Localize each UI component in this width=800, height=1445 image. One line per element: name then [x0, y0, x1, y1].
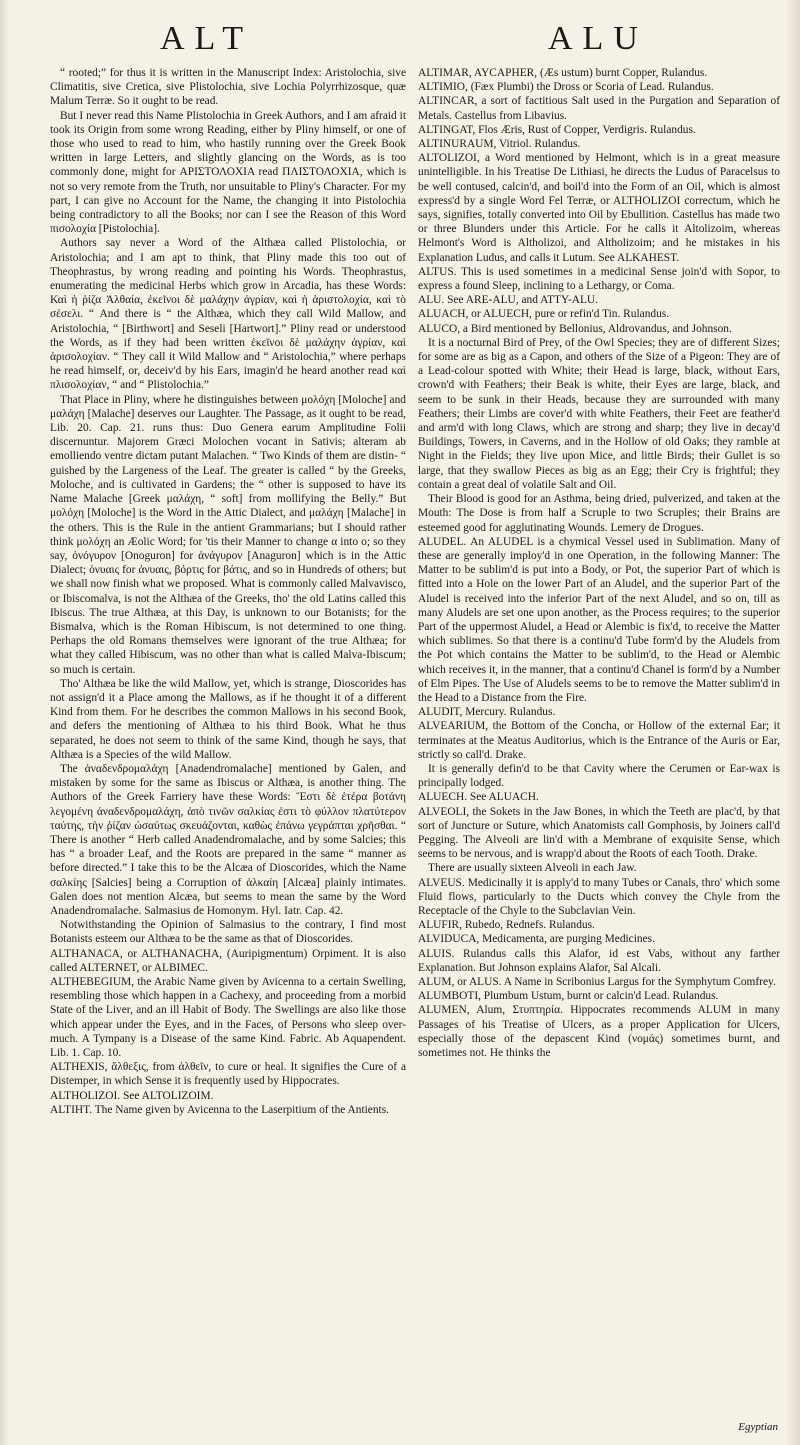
entry-paragraph: It is generally defin'd to be that Cavity where the Cerumen or Ear-wax is principally lodged.: [418, 762, 780, 790]
dictionary-entry: ALTHEXIS, ἄλθεξις, from ἀλθεῖν, to cure or heal. It signifies the Cure of a Distemper, in which Sense it is frequently used by Hippocrates.: [50, 1061, 406, 1088]
dictionary-entry: ALU. See ARE-ALU, and ATTY-ALU.: [418, 294, 599, 307]
dictionary-entry: ALTHEBEGIUM, the Arabic Name given by Avicenna to a certain Swelling, resembling those which happen in a Cachexy, and proceeding from a morbid State of the Liver, and an ill Habit of Body. The Swellings are also like those which appear under the Eyes, and in the Faces, of Persons who sleep over-much. A Tympany is a Disease of the same Kind. Fabric. Ab Aquapendent. Lib. 1. Cap. 10.: [50, 976, 406, 1060]
dictionary-entry: ALTIMAR, AYCAPHER, (Æs ustum) burnt Copper, Rulandus.: [418, 67, 708, 79]
page-edge-shadow: [786, 0, 800, 1445]
entry-paragraph: But I never read this Name Plistolochia in Greek Authors, and I am afraid it took its Origin from some wrong Reading, either by Pliny himself, or one of those who used to read to him, who hastily running over the Greek Book written in large Letters, and slightly glancing on the Words, as is too commonly done, might for ΑΡΙΣΤΟΛΟΧΙΑ read ΠΛΙΣΤΟΛΟΧΙΑ, which is not so very remote from the Truth, nor unsuitable to Pliny's Character. For my part, I can give no Account for the Name, the changing it into Pistolochia being contradictory to all the Books; nor can I see the Reason of this Word πισολοχία [Pistolochia].: [50, 109, 406, 236]
dictionary-entry: ALUIS. Rulandus calls this Alafor, id est Vabs, without any farther Explanation. But Johnson explains Alafor, Sal Alcali.: [418, 947, 780, 974]
dictionary-entry: ALTUS. This is used sometimes in a medicinal Sense join'd with Sopor, to express a found Sleep, inclining to a Lethargy, or Coma.: [418, 265, 780, 293]
entry-paragraph: It is a nocturnal Bird of Prey, of the Owl Species; they are of different Sizes; for some are as big as a Capon, and others of the Size of a Pigeon: They are of a Lead-colour spotted with White; their Head is large, black, without Ears, crown'd with Feathers; their Beak is white, their Eyes are large, black, and seem to be sunk in their Heads, because they are surrounded with many Feathers; their Limbs are cover'd with white Feathers, their Feet are feather'd and arm'd with long Claws, which are strong and sharp; they live in decay'd Buildings, Towers, in Caverns, and in the Hollow of old Oaks; they ramble at Night in the Fields; they live upon Mice, and little Birds; their Gullet is so large, that they swallow Pieces as big as an Egg; their Cry is frightful; they contain a great deal of volatile Salt and Oil.: [418, 336, 780, 491]
dictionary-entry: ALUMEN, Alum, Στυπτηρία. Hippocrates recommends ALUM in many Passages of his Treatise of Ulcers, as a proper Application for Ulcers, especially those of the depascent Kind (νομάς) sometimes burnt, and sometimes not. He thinks the: [418, 1004, 780, 1060]
entry-paragraph: Their Blood is good for an Asthma, being dried, pulverized, and taken at the Mouth: The Dose is from half a Scruple to two Scruples; their Brains are esteemed good for agglutinating Wounds. Lemery de Drogues.: [418, 493, 780, 534]
dictionary-entry: ALTINGAT, Flos Æris, Rust of Copper, Verdigris. Rulandus.: [418, 123, 696, 136]
dictionary-entry: ALTINCAR, a sort of factitious Salt used in the Purgation and Separation of Metals. Castellus from Libavius.: [418, 95, 780, 122]
entry-paragraph: Tho' Althæa be like the wild Mallow, yet, which is strange, Dioscorides has not assign'd it a Place among the Mallows, as if he thought it of a different Kind from them. For he describes the common Mallows in his second Book, and defers the mentioning of Althæa to his third Book. What he thus separated, he does not seem to think of the same Kind, though he says, that Althæa is a Species of the wild Mallow.: [50, 677, 406, 761]
dictionary-entry: ALTINURAUM, Vitriol. Rulandus.: [418, 138, 581, 151]
entry-paragraph: Notwithstanding the Opinion of Salmasius to the contrary, I find most Botanists esteem our Althæa to be the same as that of Dioscorides.: [50, 919, 406, 946]
dictionary-entry: ALTHANACA, or ALTHANACHA, (Auripigmentum) Orpiment. It is also called ALTERNET, or ALBIMEC.: [50, 947, 406, 974]
dictionary-entry: ALUMBOTI, Plumbum Ustum, burnt or calcin'd Lead. Rulandus.: [418, 990, 719, 1003]
dictionary-entry: ALTHOLIZOI. See ALTOLIZOIM.: [50, 1089, 214, 1102]
page-gutter-shadow: [0, 0, 10, 1445]
running-head-left: ALT: [160, 20, 253, 57]
dictionary-entry: ALTIMIO, (Fæx Plumbi) the Dross or Scoria of Lead. Rulandus.: [418, 81, 714, 94]
running-head-right: ALU: [548, 20, 648, 57]
dictionary-entry: ALVEOLI, the Sokets in the Jaw Bones, in which the Teeth are plac'd, by that sort of Juncture or Suture, which Anatomists call Gomphosis, by Joiners call'd Pegging. The Alveoli are lin'd with a Membrane of exquisite Sense, which seems to be nervous, and is wrapp'd about the Roots of each Tooth. Drake.: [418, 805, 780, 861]
dictionary-entry: ALVEUS. Medicinally it is apply'd to many Tubes or Canals, thro' which some Fluid flows, particularly to the Ducts which convey the Chyle from the Receptacle of the Chyle to the Subclavian Vein.: [418, 876, 780, 917]
left-column: [50, 66, 406, 1426]
dictionary-entry: ALTOLIZOI, a Word mentioned by Helmont, which is in a great measure unintelligible. In his Treatise De Lithiasi, he directs the Ludus of Paracelsus to be well contused, calcin'd, and boil'd into the Form of an Oil, which is almost express'd by a single Word Fel Terræ, or ALTHOLIZOI correctum, which he says, signifies, totally converted into Oil by Ebullition. Castellus has made two or three Blunders under this Article. For he calls it Altolizoim, whereas Helmont's Word is Altholizoi, and Altholizoim; and he mistakes in his Explanation Ludus, and calls it Lutum. See ALKAHEST.: [418, 152, 780, 264]
entry-paragraph: Authors say never a Word of the Althæa called Plistolochia, or Aristolochia; and I am apt to think, that Pliny made this too out of Theophrastus, by wrong reading and pointing his Words. Theophrastus, enumerating the medicinal Herbs which grow in Arcadia, has these Words: Καὶ ἡ ῥίζα Ἀλθαία, ἐκεῖνοι δὲ μαλάχην ἀγρίαν, καὶ ἡ ἀριστολοχία, καὶ τὸ σέσελι. “ And there is “ the Althæa, which they call Wild Mallow, and Aristolochia, “ [Birthwort] and Seseli [Hartwort].” Pliny read or understood the Words, as if they had been written ἐκεῖνοι δὲ μαλάχην ἀγρίαν, καὶ ἀρισολοχίαν. “ They call it Wild Mallow and “ Aristolochia,” where perhaps he read himself, or, deceiv'd by his Ears, imagin'd he heard another read καὶ πλισολοχίαν, “ and “ Plistolochia.”: [50, 237, 406, 392]
right-column: [418, 66, 780, 1426]
dictionary-entry: ALUACH, or ALUECH, pure or refin'd Tin. Rulandus.: [418, 308, 670, 321]
dictionary-entry: ALTIHT. The Name given by Avicenna to the Laserpitium of the Antients.: [50, 1103, 390, 1116]
dictionary-entry: ALUFIR, Rubedo, Rednefs. Rulandus.: [418, 919, 595, 932]
entry-paragraph: That Place in Pliny, where he distinguishes between μολόχη [Moloche] and μαλάχη [Malache] deserves our Laughter. The Passage, as it ought to be read, Lib. 20. Cap. 21. runs thus: Duo Genera earum Amplitudine Folii discernuntur. Majorem Græci Molochen vocant in Sativis; alteram ab emolliendo ventre dictam putant Malachen. “ Two Kinds of them are distin- “ guished by the Largeness of the Leaf. The greater is called “ by the Greeks, Moloche, and is cultivated in Gardens; the “ other is supposed to have its Name Malache [Greek μαλάχη, “ soft] from mollifying the Belly.” But μολόχη [Moloche] is the Word in the Attic Dialect, and μαλάχη [Malache] in the others. This is the Rule in the antient Grammarians; but I should rather think μολόχη an Æolic Word; for 'tis their Manner to change α into ο; so they say, ὀνόγυρον [Onoguron] for ἀνάγυρον [Anaguron] which is in the Attic Dialect; ὀνυαις for ἀνυαις, βόρτις for βάτις, and so in Hundreds of others; but we shall now finish what we proposed. What is commonly called Malvaviscο, or Ibiscomalva, is not the Althæa of the Greeks, tho' the old Latins called this Ibiscus. The true Althæa, at this Day, is unknown to our Botanists; for the Bismalva, which is the Roman Hibiscum, is not determined to one thing. Perhaps the old Romans themselves were ignorant of the true Althæa; for what they called Hibiscum, was no other than what is called Malva-Ibiscum; so much is certain.: [50, 393, 406, 676]
entry-paragraph: The ἀναδενδρομαλάχη [Anadendromalache] mentioned by Galen, and mistaken by some for the same as Ibiscus or Althæa, is another thing. The Authors of the Greek Farriery have these Words: Ἔστι δὲ ἑτέρα βοτάνη λεγομένη ἀναδενδρομαλάχη, ἀπὸ τινῶν σαλκίας ἐστι τὸ φύλλον πλατύτερον ταύτης, τὴν ῥίζαν ὡσαύτως σκευάζονται, καθὼς ἐπάνω γεγράπται χρῆσθαι. “ There is another “ Herb called Anadendromalache, and by some Salcies; this has “ a broader Leaf, and the Roots are prepared in the same “ manner as before directed.” I take this to be the Alcæa of Dioscorides, which the Name σαλκίης [Salcies] being a Corruption of ἀλκαίη [Alcæa] plainly intimates. Galen does not mention Alcæa, but seems to mean the same by the Word Anadendromalache. Salmasius de Homonym. Hyl. Iatr. Cap. 42.: [50, 762, 406, 917]
dictionary-entry: ALVEARIUM, the Bottom of the Concha, or Hollow of the external Ear; it terminates at the Meatus Auditorius, which is the Entrance of the Auris or Ear, strictly so call'd. Drake.: [418, 720, 780, 761]
dictionary-entry: ALVIDUCA, Medicamenta, are purging Medicines.: [418, 933, 655, 946]
dictionary-entry: ALUECH. See ALUACH.: [418, 791, 539, 804]
dictionary-entry: ALUM, or ALUS. A Name in Scribonius Largus for the Symphytum Comfrey.: [418, 976, 776, 988]
entry-paragraph: There are usually sixteen Alveoli in each Jaw.: [428, 862, 637, 875]
dictionary-entry: ALUCO, a Bird mentioned by Bellonius, Aldrovandus, and Johnson.: [418, 322, 732, 335]
dictionary-entry: ALUDIT, Mercury. Rulandus.: [418, 706, 556, 719]
entry-paragraph: “ rooted;” for thus it is written in the Manuscript Index: Aristolochia, sive Climatitis, sive Cretica, sive Plistolochia, sive Lochia Polyrrhizosque, quæ Malum Terræ. So it ought to be read.: [50, 67, 406, 108]
dictionary-entry: ALUDEL. An ALUDEL is a chymical Vessel used in Sublimation. Many of these are generally imploy'd in one Operation, in the following Manner: The Matter to be sublim'd is put into a Body, or Pot, the superior Part of which is fitted into a Hole on the lower Part of an Aludel, and the superior Part of the Aludel is received into the inferior Part of the next Aludel, and so on, till as many Aludels are set one upon another, as the Process requires; to the superior Part of the uppermost Aludel, a Head or Alembic is fix'd, to receive the Matter which sublimes. So that there is a continu'd Tube form'd by the Aludels from the Pot which contains the Matter to be sublim'd, to the Head or Alembic which receives it, in the manner, that a continu'd Chanel is form'd by a Number of Elm Pipes. The Use of Aludels seems to be to remove the Matter sublim'd in the Head to a Distance from the Fire.: [418, 535, 780, 704]
catchword: Egyptian: [738, 1421, 778, 1433]
